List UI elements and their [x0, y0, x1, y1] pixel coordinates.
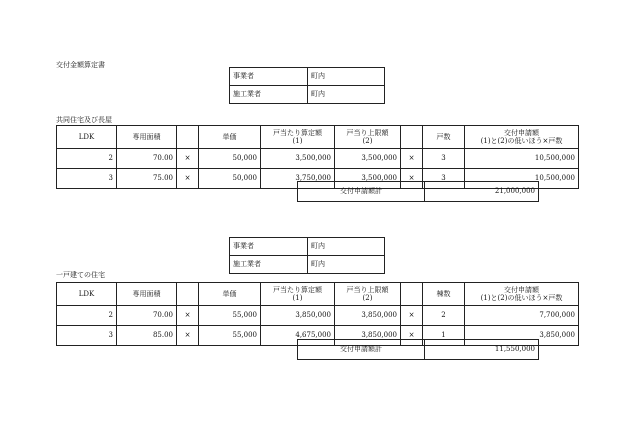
cell-ldk: 2	[57, 149, 117, 169]
cell-count: 2	[423, 306, 465, 326]
header-limit-amount: 戸当り上限額 (2)	[335, 283, 401, 306]
cell-limit-amount: 3,850,000	[335, 326, 401, 346]
total-label: 交付申請額計	[298, 340, 425, 360]
cell-times: ×	[177, 326, 199, 346]
cell-area: 70.00	[117, 306, 177, 326]
cell-unit-price: 50,000	[199, 169, 261, 189]
cell-calc-amount: 4,675,000	[261, 326, 335, 346]
total-value: 21,000,000	[425, 182, 539, 202]
table-header-row	[57, 283, 579, 306]
cell-application-amount: 3,850,000	[465, 326, 579, 346]
document-title: 交付金額算定書	[56, 61, 105, 69]
table-row	[57, 306, 579, 326]
header-unit-price: 単価	[199, 283, 261, 306]
business-value: 町内	[308, 68, 385, 86]
cell-area: 85.00	[117, 326, 177, 346]
contractor-label: 施工業者	[230, 256, 308, 274]
cell-times: ×	[177, 169, 199, 189]
header-op2	[401, 283, 423, 306]
total-box-2	[297, 339, 539, 360]
total-box-1	[297, 181, 539, 202]
cell-count: 3	[423, 149, 465, 169]
header-op1	[177, 283, 199, 306]
header-unit-price: 単価	[199, 126, 261, 149]
cell-times: ×	[401, 169, 423, 189]
cell-application-amount: 10,500,000	[465, 169, 579, 189]
contractor-value: 町内	[308, 86, 385, 104]
cell-application-amount: 10,500,000	[465, 149, 579, 169]
contractor-label: 施工業者	[230, 86, 308, 104]
header-ldk: LDK	[57, 126, 117, 149]
header-area: 専用面積	[117, 126, 177, 149]
table-row	[57, 149, 579, 169]
cell-ldk: 3	[57, 169, 117, 189]
header-application-amount: 交付申請額 (1)と(2)の低いほう×戸数	[465, 126, 579, 149]
cell-limit-amount: 3,500,000	[335, 169, 401, 189]
total-label: 交付申請額計	[298, 182, 425, 202]
business-label: 事業者	[230, 238, 308, 256]
table-section-2	[56, 282, 579, 346]
header-count: 戸数	[423, 126, 465, 149]
cell-ldk: 2	[57, 306, 117, 326]
cell-times: ×	[401, 306, 423, 326]
cell-count: 1	[423, 326, 465, 346]
cell-calc-amount: 3,850,000	[261, 306, 335, 326]
business-value: 町内	[308, 238, 385, 256]
cell-application-amount: 7,700,000	[465, 306, 579, 326]
cell-calc-amount: 3,750,000	[261, 169, 335, 189]
contractor-value: 町内	[308, 256, 385, 274]
cell-unit-price: 50,000	[199, 149, 261, 169]
header-calc-amount: 戸当たり算定額 (1)	[261, 283, 335, 306]
header-limit-amount: 戸当り上限額 (2)	[335, 126, 401, 149]
header-ldk: LDK	[57, 283, 117, 306]
header-op2	[401, 126, 423, 149]
header-area: 専用面積	[117, 283, 177, 306]
cell-limit-amount: 3,500,000	[335, 149, 401, 169]
section-2-title: 一戸建ての住宅	[56, 271, 105, 279]
cell-count: 3	[423, 169, 465, 189]
cell-times: ×	[401, 326, 423, 346]
info-box-2	[229, 237, 385, 274]
cell-times: ×	[401, 149, 423, 169]
header-calc-amount: 戸当たり算定額 (1)	[261, 126, 335, 149]
cell-times: ×	[177, 306, 199, 326]
cell-limit-amount: 3,850,000	[335, 306, 401, 326]
cell-area: 70.00	[117, 149, 177, 169]
cell-unit-price: 55,000	[199, 326, 261, 346]
cell-ldk: 3	[57, 326, 117, 346]
header-application-amount: 交付申請額 (1)と(2)の低いほう×戸数	[465, 283, 579, 306]
section-1-title: 共同住宅及び長屋	[56, 116, 112, 124]
business-label: 事業者	[230, 68, 308, 86]
cell-calc-amount: 3,500,000	[261, 149, 335, 169]
info-box-1	[229, 67, 385, 104]
header-op1	[177, 126, 199, 149]
cell-area: 75.00	[117, 169, 177, 189]
total-value: 11,550,000	[425, 340, 539, 360]
header-count: 棟数	[423, 283, 465, 306]
cell-unit-price: 55,000	[199, 306, 261, 326]
table-section-1	[56, 125, 579, 189]
table-header-row	[57, 126, 579, 149]
cell-times: ×	[177, 149, 199, 169]
